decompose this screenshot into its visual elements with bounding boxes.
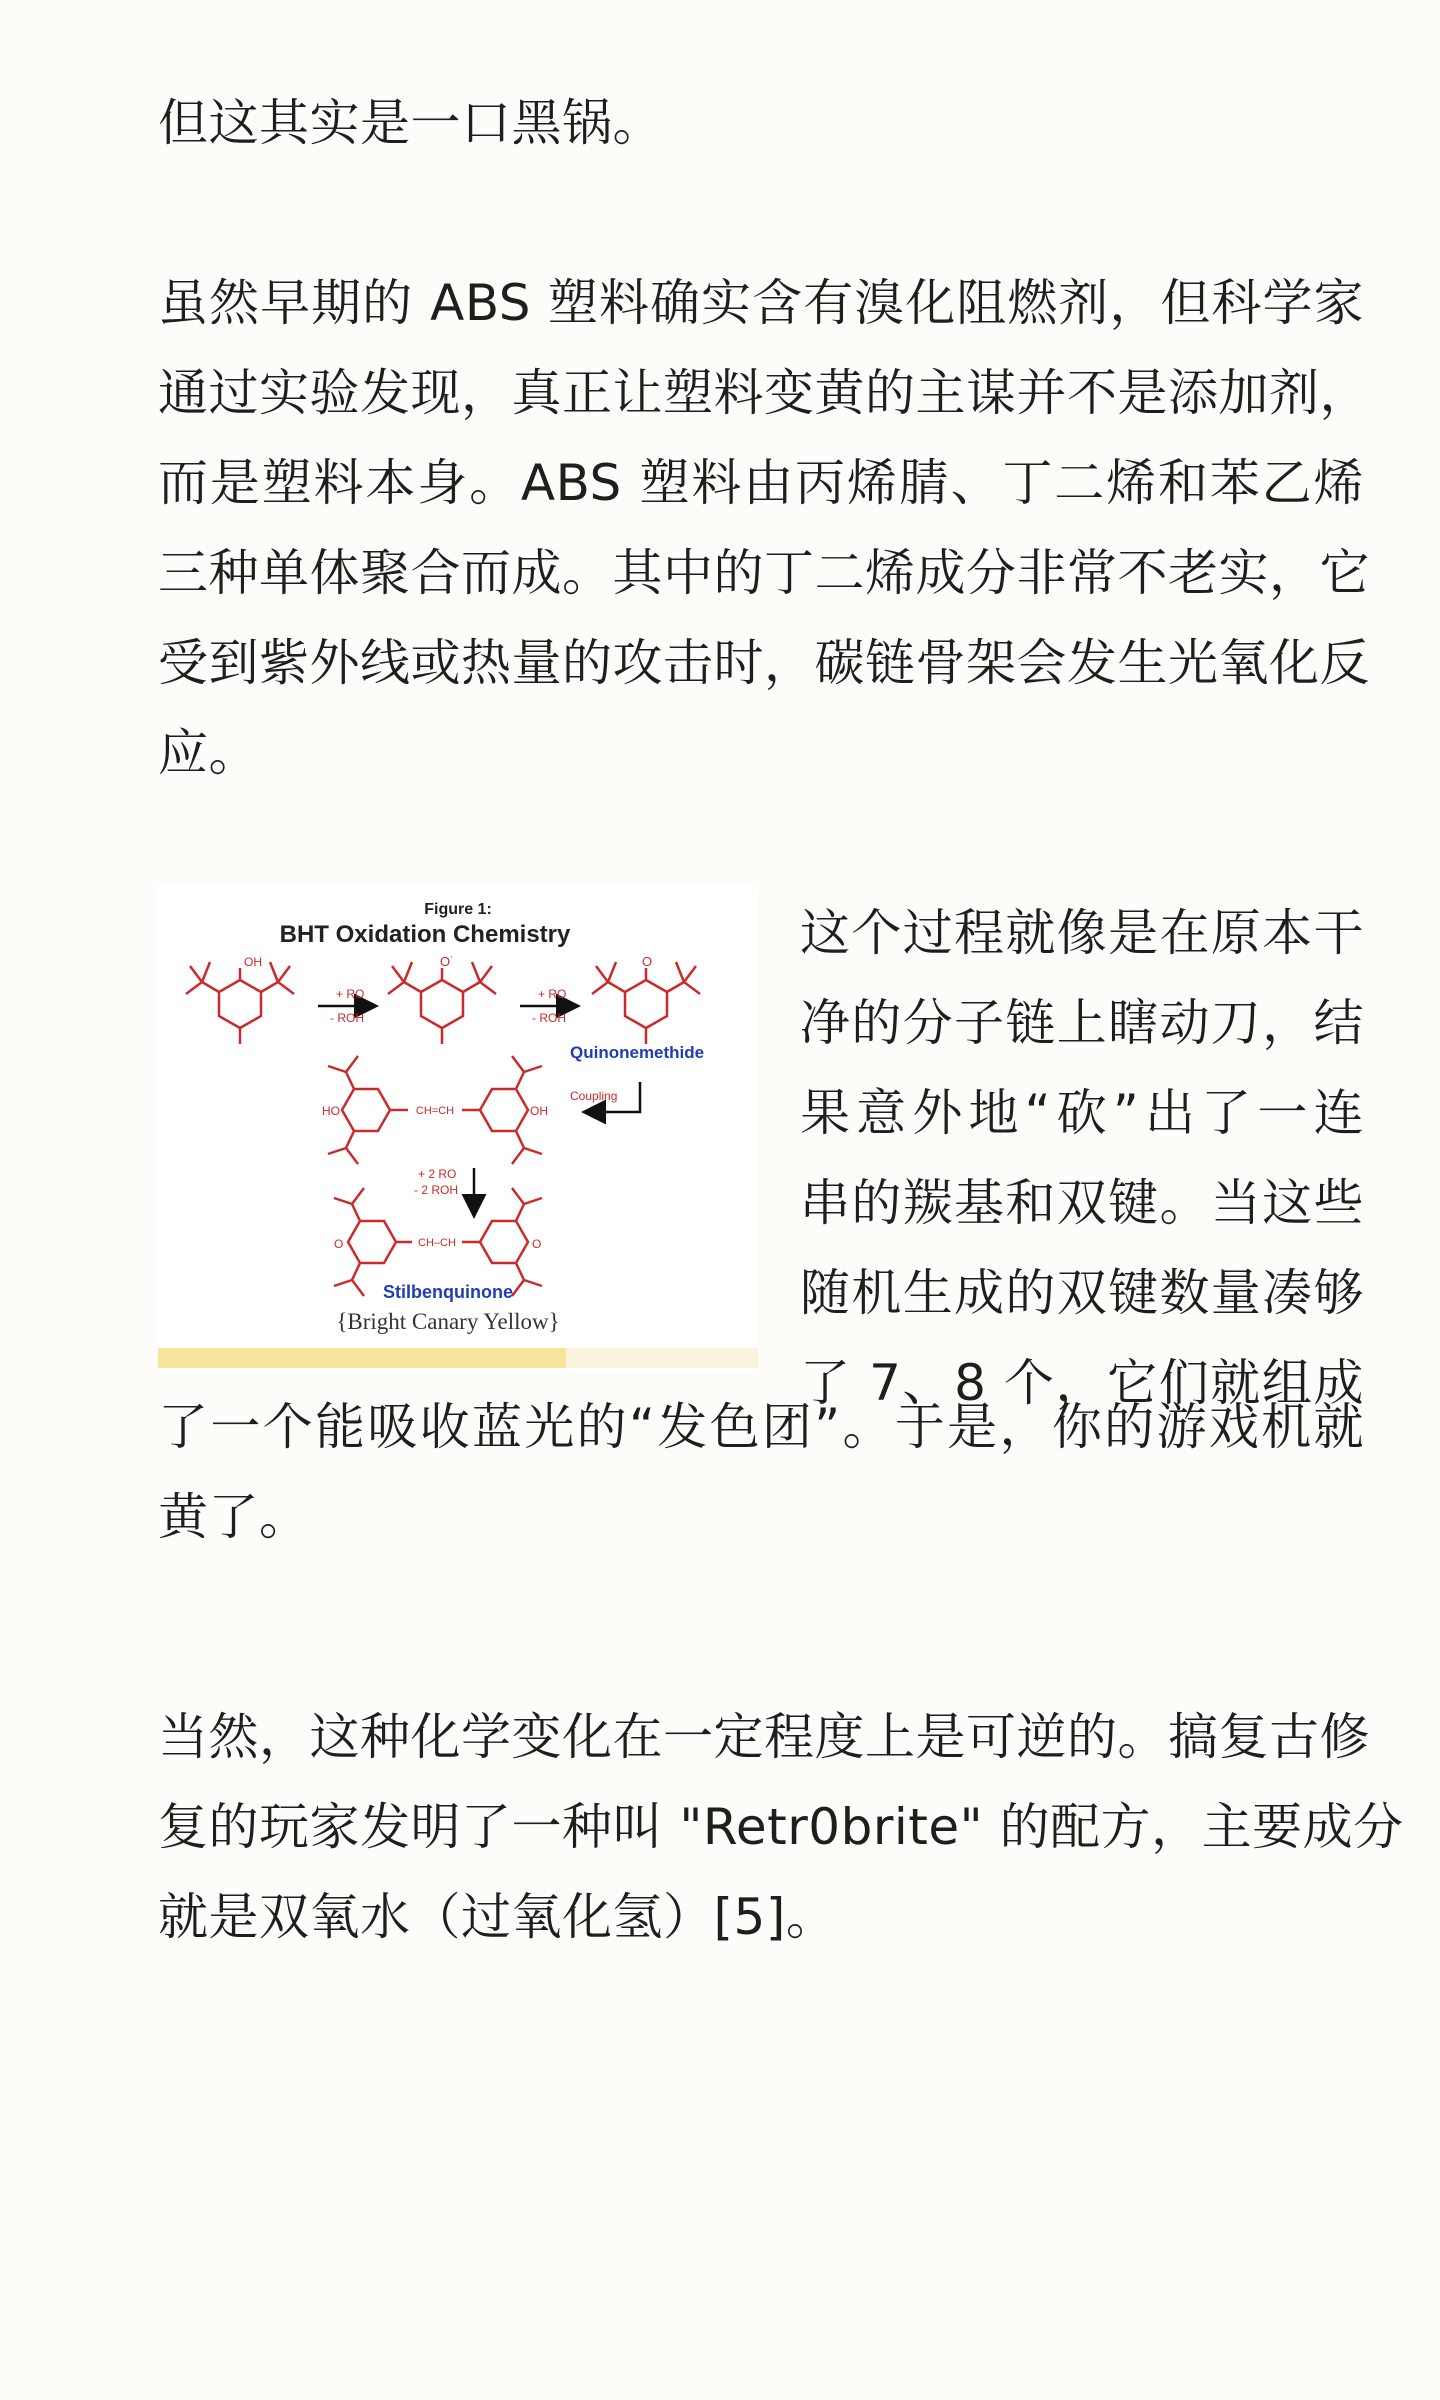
arrow-1-bottom: - ROH — [330, 1011, 364, 1025]
arrow-3-top: + 2 RO — [418, 1167, 457, 1181]
label-quinonemethide: Quinonemethide — [570, 1043, 705, 1062]
arrow-3-bottom: - 2 ROH — [414, 1183, 459, 1197]
arrow-2-bottom: - ROH — [532, 1011, 566, 1025]
label-oh: OH — [244, 955, 262, 969]
label-stilbenquinone: Stilbenquinone — [383, 1282, 513, 1302]
molecule-phenoxy-radical — [388, 962, 496, 1044]
paragraph-3-continued — [158, 1382, 1364, 1562]
paragraph-3-line: 黄了。 — [158, 1488, 310, 1546]
label-o-radical: O˙ — [440, 954, 455, 969]
paragraph-2-line: 通过实验发现，真正让塑料变黄的主谋并不是添加剂， — [158, 364, 1370, 422]
bht-oxidation-figure — [158, 886, 758, 1372]
molecule-quinonemethide — [592, 962, 700, 1044]
paragraph-4-line: 就是双氧水（过氧化氢）[5]。 — [158, 1888, 837, 1946]
paragraph-3-side-line: 随机生成的双键数量凑够 — [800, 1264, 1364, 1322]
figure-svg — [158, 886, 758, 1372]
molecule-bht — [186, 962, 294, 1044]
label-oh-right: OH — [530, 1104, 548, 1118]
paragraph-4-line: 复的玩家发明了一种叫 "Retr0brite" 的配方，主要成分 — [158, 1798, 1404, 1856]
label-bright-canary-yellow: {Bright Canary Yellow} — [336, 1309, 560, 1334]
label-o-right: O — [532, 1237, 542, 1251]
label-bridge-1: CH=CH — [415, 1105, 455, 1117]
paragraph-2-line: 受到紫外线或热量的攻击时，碳链骨架会发生光氧化反 — [158, 634, 1370, 692]
paragraph-3-side-line: 串的羰基和双键。当这些 — [800, 1174, 1364, 1232]
paragraph-4-line: 当然，这种化学变化在一定程度上是可逆的。搞复古修 — [158, 1708, 1370, 1766]
paragraph-2 — [158, 258, 1370, 798]
paragraph-2-line: 三种单体聚合而成。其中的丁二烯成分非常不老实，它 — [158, 544, 1370, 602]
figure-yellow-bar — [158, 1348, 566, 1368]
figure-caption-top: Figure 1: — [424, 901, 492, 918]
paragraph-3-side-line: 这个过程就像是在原本干 — [800, 904, 1364, 962]
label-o-left: O — [334, 1237, 344, 1251]
paragraph-1: 但这其实是一口黑锅。 — [158, 94, 663, 152]
label-bridge-2: CH–CH — [418, 1237, 456, 1249]
figure-title: BHT Oxidation Chemistry — [279, 921, 571, 948]
label-coupling: Coupling — [570, 1089, 618, 1103]
arrow-2-top: + RO — [538, 987, 567, 1001]
paragraph-2-line: 而是塑料本身。ABS 塑料由丙烯腈、丁二烯和苯乙烯 — [158, 454, 1364, 512]
paragraph-2-line: 虽然早期的 ABS 塑料确实含有溴化阻燃剂，但科学家 — [158, 274, 1364, 332]
arrow-1-top: + RO — [336, 987, 365, 1001]
paragraph-3-side-line: 果意外地“砍”出了一连 — [800, 1084, 1364, 1142]
label-ho: HO — [322, 1104, 340, 1118]
paragraph-2-line: 应。 — [158, 724, 259, 782]
paragraph-4 — [158, 1692, 1404, 1962]
figure-bar-remainder — [566, 1348, 758, 1368]
paragraph-3-line: 了一个能吸收蓝光的“发色团”。于是，你的游戏机就 — [158, 1398, 1364, 1456]
label-o: O — [642, 954, 653, 969]
paragraph-3-side-line: 净的分子链上瞎动刀，结 — [800, 994, 1364, 1052]
paragraph-3-side-line: 了 7、8 个，它们就组成 — [800, 1354, 1364, 1412]
paragraph-3-side — [800, 888, 1364, 1428]
